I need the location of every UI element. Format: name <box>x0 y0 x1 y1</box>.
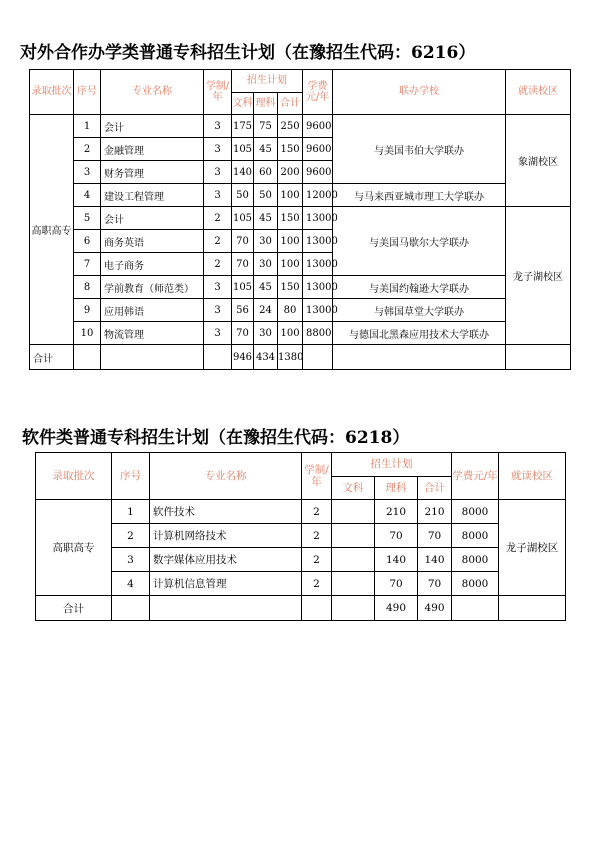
major-cell: 软件技术 <box>150 500 302 524</box>
total-label: 合计 <box>30 345 74 370</box>
total-row <box>30 345 571 370</box>
science-cell: 70 <box>375 524 418 548</box>
seq-cell: 1 <box>74 115 101 138</box>
table-row <box>36 548 566 572</box>
header-batch: 录取批次 <box>36 453 112 500</box>
table-row <box>30 184 571 207</box>
fee-cell: 9600 <box>303 138 333 161</box>
batch-cell: 高职高专 <box>30 115 74 345</box>
section1-title: 对外合作办学类普通专科招生计划（在豫招生代码：6216） <box>20 43 476 63</box>
header-major: 专业名称 <box>101 70 204 115</box>
header-campus: 就读校区 <box>499 453 566 500</box>
arts-cell <box>332 500 375 524</box>
seq-cell: 5 <box>74 207 101 230</box>
fee-cell: 13000 <box>303 207 333 230</box>
header-campus: 就读校区 <box>506 70 571 115</box>
seq-cell: 3 <box>112 548 150 572</box>
years-cell: 2 <box>302 500 332 524</box>
years-cell: 2 <box>204 230 232 253</box>
science-cell: 30 <box>254 253 278 276</box>
seq-cell: 6 <box>74 230 101 253</box>
table-row <box>36 500 566 524</box>
years-cell: 3 <box>204 184 232 207</box>
total-arts: 946 <box>232 345 254 370</box>
table-row <box>36 572 566 596</box>
major-cell: 建设工程管理 <box>101 184 204 207</box>
major-cell: 会计 <box>101 115 204 138</box>
arts-cell: 105 <box>232 138 254 161</box>
science-cell: 70 <box>375 572 418 596</box>
fee-cell: 8000 <box>452 500 499 524</box>
arts-cell: 105 <box>232 276 254 299</box>
fee-cell: 8000 <box>452 548 499 572</box>
arts-cell: 105 <box>232 207 254 230</box>
header-years: 学制/年 <box>302 453 332 500</box>
cooperative-plan-table <box>29 69 571 370</box>
years-cell: 3 <box>204 138 232 161</box>
fee-cell: 12000 <box>303 184 333 207</box>
major-cell: 商务英语 <box>101 230 204 253</box>
header-science: 理科 <box>375 477 418 500</box>
header-arts: 文科 <box>232 93 254 115</box>
table-row <box>30 299 571 322</box>
seq-cell: 7 <box>74 253 101 276</box>
years-cell: 3 <box>204 115 232 138</box>
science-cell: 24 <box>254 299 278 322</box>
header-plan: 招生计划 <box>232 70 303 93</box>
header-plan: 招生计划 <box>332 453 452 477</box>
science-cell: 30 <box>254 322 278 345</box>
total-cell: 200 <box>278 161 303 184</box>
total-cell: 250 <box>278 115 303 138</box>
seq-cell: 1 <box>112 500 150 524</box>
campus-cell: 龙子湖校区 <box>499 500 566 596</box>
seq-cell: 4 <box>74 184 101 207</box>
partner-cell: 与美国马歇尔大学联办 <box>333 207 506 276</box>
arts-cell: 56 <box>232 299 254 322</box>
arts-cell: 140 <box>232 161 254 184</box>
major-cell: 物流管理 <box>101 322 204 345</box>
total-cell: 100 <box>278 230 303 253</box>
total-science: 434 <box>254 345 278 370</box>
fee-cell: 13000 <box>303 276 333 299</box>
years-cell: 3 <box>204 276 232 299</box>
seq-cell: 8 <box>74 276 101 299</box>
major-cell: 数字媒体应用技术 <box>150 548 302 572</box>
major-cell: 计算机信息管理 <box>150 572 302 596</box>
total-cell: 80 <box>278 299 303 322</box>
years-cell: 3 <box>204 322 232 345</box>
years-cell: 3 <box>204 161 232 184</box>
arts-cell: 50 <box>232 184 254 207</box>
total-all: 490 <box>418 596 452 621</box>
total-cell: 100 <box>278 184 303 207</box>
years-cell: 2 <box>302 524 332 548</box>
years-cell: 2 <box>302 548 332 572</box>
science-cell: 210 <box>375 500 418 524</box>
fee-cell: 9600 <box>303 115 333 138</box>
major-cell: 应用韩语 <box>101 299 204 322</box>
science-cell: 75 <box>254 115 278 138</box>
total-cell: 150 <box>278 276 303 299</box>
campus-cell: 象湖校区 <box>506 115 571 207</box>
seq-cell: 9 <box>74 299 101 322</box>
header-fee: 学费元/年 <box>303 70 333 115</box>
total-all: 1380 <box>278 345 303 370</box>
years-cell: 2 <box>302 572 332 596</box>
header-total: 合计 <box>418 477 452 500</box>
seq-cell: 3 <box>74 161 101 184</box>
total-cell: 70 <box>418 572 452 596</box>
partner-cell: 与美国韦伯大学联办 <box>333 115 506 184</box>
arts-cell <box>332 572 375 596</box>
header-batch: 录取批次 <box>30 70 74 115</box>
major-cell: 会计 <box>101 207 204 230</box>
table-row <box>30 115 571 138</box>
total-cell: 70 <box>418 524 452 548</box>
software-plan-table <box>35 452 566 621</box>
batch-cell: 高职高专 <box>36 500 112 596</box>
table-row <box>36 524 566 548</box>
header-seq: 序号 <box>74 70 101 115</box>
fee-cell: 9600 <box>303 161 333 184</box>
header-years: 学制/年 <box>204 70 232 115</box>
fee-cell: 13000 <box>303 299 333 322</box>
fee-cell: 13000 <box>303 253 333 276</box>
partner-cell: 与韩国草堂大学联办 <box>333 299 506 322</box>
header-arts: 文科 <box>332 477 375 500</box>
fee-cell: 8000 <box>452 572 499 596</box>
science-cell: 60 <box>254 161 278 184</box>
fee-cell: 13000 <box>303 230 333 253</box>
science-cell: 50 <box>254 184 278 207</box>
major-cell: 学前教育（师范类） <box>101 276 204 299</box>
header-fee: 学费元/年 <box>452 453 499 500</box>
partner-cell: 与德国北黑森应用技术大学联办 <box>333 322 506 345</box>
table-row <box>30 207 571 230</box>
science-cell: 140 <box>375 548 418 572</box>
table-row <box>30 322 571 345</box>
total-cell: 150 <box>278 207 303 230</box>
total-cell: 140 <box>418 548 452 572</box>
header-major: 专业名称 <box>150 453 302 500</box>
fee-cell: 8800 <box>303 322 333 345</box>
total-row <box>36 596 566 621</box>
arts-cell <box>332 524 375 548</box>
fee-cell: 8000 <box>452 524 499 548</box>
total-cell: 210 <box>418 500 452 524</box>
major-cell: 财务管理 <box>101 161 204 184</box>
years-cell: 2 <box>204 207 232 230</box>
total-science: 490 <box>375 596 418 621</box>
arts-cell: 70 <box>232 253 254 276</box>
science-cell: 45 <box>254 276 278 299</box>
total-label: 合计 <box>36 596 112 621</box>
header-seq: 序号 <box>112 453 150 500</box>
arts-cell: 70 <box>232 322 254 345</box>
total-cell: 100 <box>278 322 303 345</box>
seq-cell: 2 <box>112 524 150 548</box>
total-cell: 150 <box>278 138 303 161</box>
header-partner: 联办学校 <box>333 70 506 115</box>
years-cell: 3 <box>204 299 232 322</box>
arts-cell: 70 <box>232 230 254 253</box>
seq-cell: 4 <box>112 572 150 596</box>
campus-cell: 龙子湖校区 <box>506 207 571 345</box>
science-cell: 45 <box>254 138 278 161</box>
years-cell: 2 <box>204 253 232 276</box>
arts-cell: 175 <box>232 115 254 138</box>
seq-cell: 2 <box>74 138 101 161</box>
science-cell: 30 <box>254 230 278 253</box>
major-cell: 电子商务 <box>101 253 204 276</box>
major-cell: 计算机网络技术 <box>150 524 302 548</box>
header-total: 合计 <box>278 93 303 115</box>
major-cell: 金融管理 <box>101 138 204 161</box>
partner-cell: 与美国约翰逊大学联办 <box>333 276 506 299</box>
science-cell: 45 <box>254 207 278 230</box>
header-science: 理科 <box>254 93 278 115</box>
arts-cell <box>332 548 375 572</box>
section2-title: 软件类普通专科招生计划（在豫招生代码：6218） <box>22 428 410 448</box>
seq-cell: 10 <box>74 322 101 345</box>
table-row <box>30 276 571 299</box>
partner-cell: 与马来西亚城市理工大学联办 <box>333 184 506 207</box>
total-cell: 100 <box>278 253 303 276</box>
